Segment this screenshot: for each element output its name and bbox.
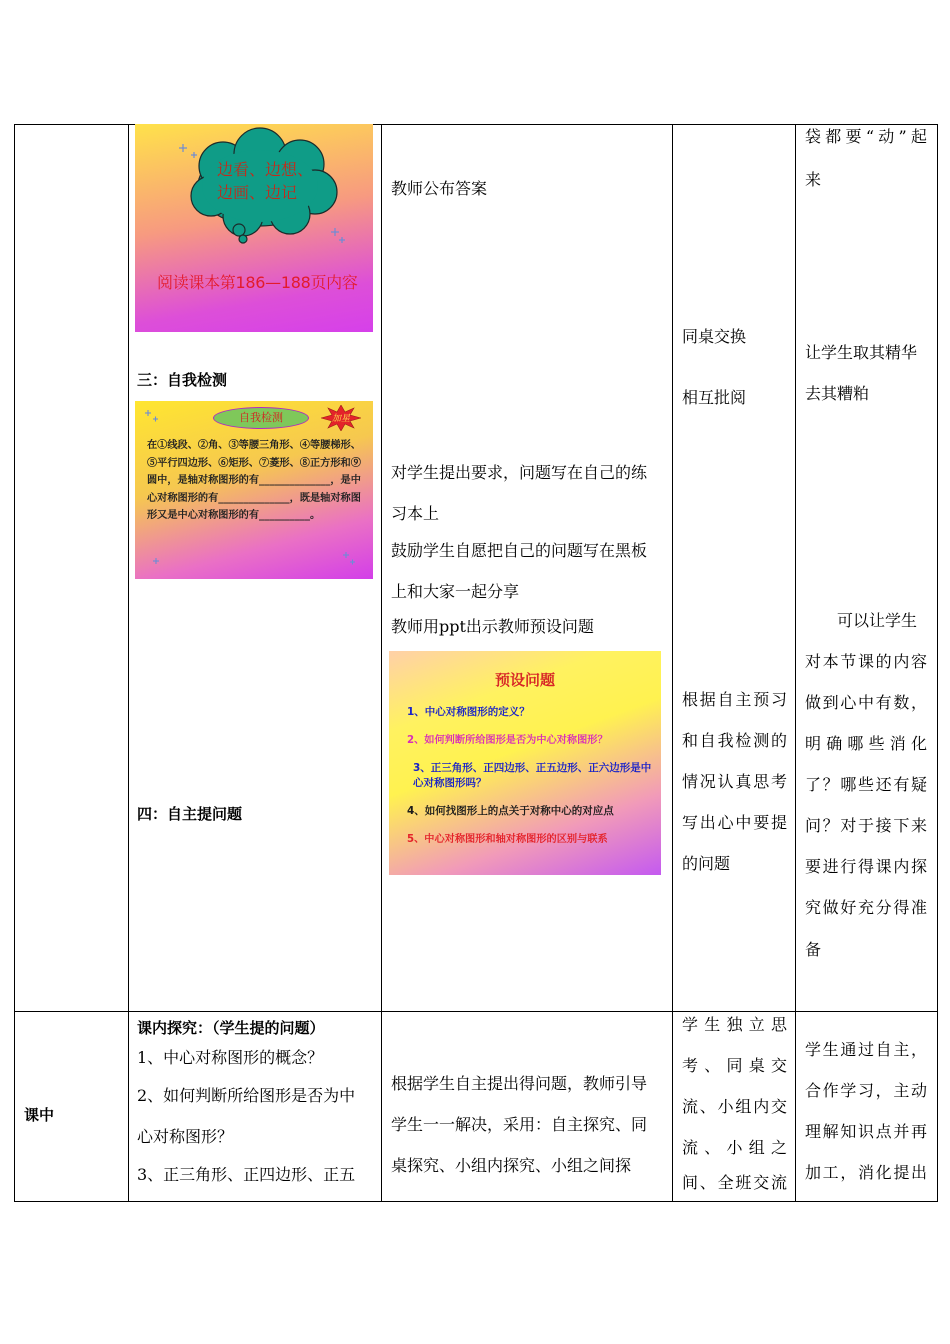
col-border-1 xyxy=(128,124,129,1202)
design-note-top-2: 来 xyxy=(805,170,822,189)
slide-preset-questions xyxy=(389,651,661,875)
col-border-4 xyxy=(795,124,796,1202)
design-intent-1: 学生通过自主， xyxy=(805,1040,927,1059)
design-intent-4: 加工，消化提出 xyxy=(805,1163,927,1182)
teacher-requirement-1: 对学生提出要求，问题写在自己的练 xyxy=(391,463,648,482)
preset-question-5: 5、中心对称图形和轴对称图形的区别与联系 xyxy=(407,834,608,845)
heading-ask-questions: 四：自主提问题 xyxy=(137,805,243,823)
design-note-purpose-6: 问？对于接下来 xyxy=(805,816,927,835)
sparkle-icon xyxy=(135,401,373,579)
student-think-4: 写出心中要提 xyxy=(682,813,787,832)
student-think-3: 情况认真思考 xyxy=(682,772,787,791)
inquiry-heading: 课内探究：（学生提的问题） xyxy=(137,1019,325,1037)
student-activity-5: 间、全班交流 xyxy=(682,1173,787,1192)
preset-question-4: 4、如何找图形上的点关于对称中心的对应点 xyxy=(407,805,614,817)
preset-question-2: 2、如何判断所给图形是否为中心对称图形？ xyxy=(407,735,608,746)
star-label: 加星 xyxy=(332,414,351,424)
preset-question-1: 1、中心对称图形的定义？ xyxy=(407,706,530,718)
design-note-essence-2: 去其糟粕 xyxy=(805,384,870,403)
student-activity-1: 学 生 独 立 思 xyxy=(682,1015,787,1034)
student-activity-3: 流、小组内交 xyxy=(682,1097,787,1116)
design-note-purpose-2: 对本节课的内容 xyxy=(805,652,927,671)
inquiry-line-2: 2、如何判断所给图形是否为中 xyxy=(137,1086,356,1105)
section-label: 课中 xyxy=(24,1106,55,1124)
design-note-essence-1: 让学生取其精华 xyxy=(805,343,918,362)
design-note-top-1: 袋都要“动”起 xyxy=(805,127,927,146)
design-note-purpose-1: 可以让学生 xyxy=(837,611,918,630)
design-note-purpose-7: 要进行得课内探 xyxy=(805,857,927,876)
col-border-2 xyxy=(381,124,382,1202)
table-bottom-border xyxy=(14,1201,937,1202)
design-note-purpose-5: 了？哪些还有疑 xyxy=(805,775,927,794)
cloud-text: 边看、边想、边画、边记 xyxy=(217,160,314,202)
design-intent-2: 合作学习，主动 xyxy=(805,1081,927,1100)
preset-question-3: 3、正三角形、正四边形、正五边形、正六边形是中心对称图形吗？ xyxy=(413,762,652,789)
student-think-2: 和自我检测的 xyxy=(682,731,787,750)
design-intent-3: 理解知识点并再 xyxy=(805,1122,927,1141)
student-think-1: 根据自主预习 xyxy=(682,690,787,709)
teacher-requirement-3: 鼓励学生自愿把自己的问题写在黑板 xyxy=(391,541,648,560)
self-check-badge: 自我检测 xyxy=(213,407,309,429)
teacher-requirement-2: 习本上 xyxy=(391,504,440,523)
row-divider xyxy=(14,1011,937,1012)
col-border-5 xyxy=(937,124,938,1202)
teacher-answer-note: 教师公布答案 xyxy=(391,179,488,198)
slide-self-check xyxy=(135,401,373,579)
student-think-5: 的问题 xyxy=(682,854,731,873)
design-note-purpose-9: 备 xyxy=(805,940,822,959)
peer-exchange: 同桌交换 xyxy=(682,327,747,346)
preset-title: 预设问题 xyxy=(494,671,555,689)
inquiry-line-4: 3、正三角形、正四边形、正五 xyxy=(137,1165,356,1184)
inquiry-line-3: 心对称图形？ xyxy=(137,1127,234,1146)
teacher-guide-2: 学生一一解决，采用：自主探究、同 xyxy=(391,1115,648,1134)
col-border-3 xyxy=(672,124,673,1202)
reading-instruction: 阅读课本第186—188页内容 xyxy=(157,273,358,292)
teacher-requirement-4: 上和大家一起分享 xyxy=(391,582,520,601)
teacher-guide-1: 根据学生自主提出得问题，教师引导 xyxy=(391,1074,648,1093)
teacher-requirement-5: 教师用ppt出示教师预设问题 xyxy=(391,617,594,636)
design-note-purpose-8: 究做好充分得准 xyxy=(805,898,927,917)
student-activity-4: 流 、 小 组 之 xyxy=(682,1138,787,1157)
student-activity-2: 考 、 同 桌 交 xyxy=(682,1056,787,1075)
teacher-guide-3: 桌探究、小组内探究、小组之间探 xyxy=(391,1156,632,1175)
inquiry-line-1: 1、中心对称图形的概念？ xyxy=(137,1048,324,1067)
col-border-0 xyxy=(14,124,15,1202)
design-note-purpose-3: 做到心中有数， xyxy=(805,693,927,712)
slide-reading xyxy=(135,124,373,332)
peer-review: 相互批阅 xyxy=(682,388,747,407)
self-check-question: 在①线段、②角、③等腰三角形、④等腰梯形、⑤平行四边形、⑥矩形、⑦菱形、⑧正方形和⑨圆中，是轴对称图形的有______________，是中心对称图形的有______________，既是轴对称图形又是中心对称图形的有__________。 xyxy=(147,439,361,521)
design-note-purpose-4: 明 确 哪 些 消 化 xyxy=(805,734,927,753)
heading-self-check: 三：自我检测 xyxy=(137,371,228,389)
